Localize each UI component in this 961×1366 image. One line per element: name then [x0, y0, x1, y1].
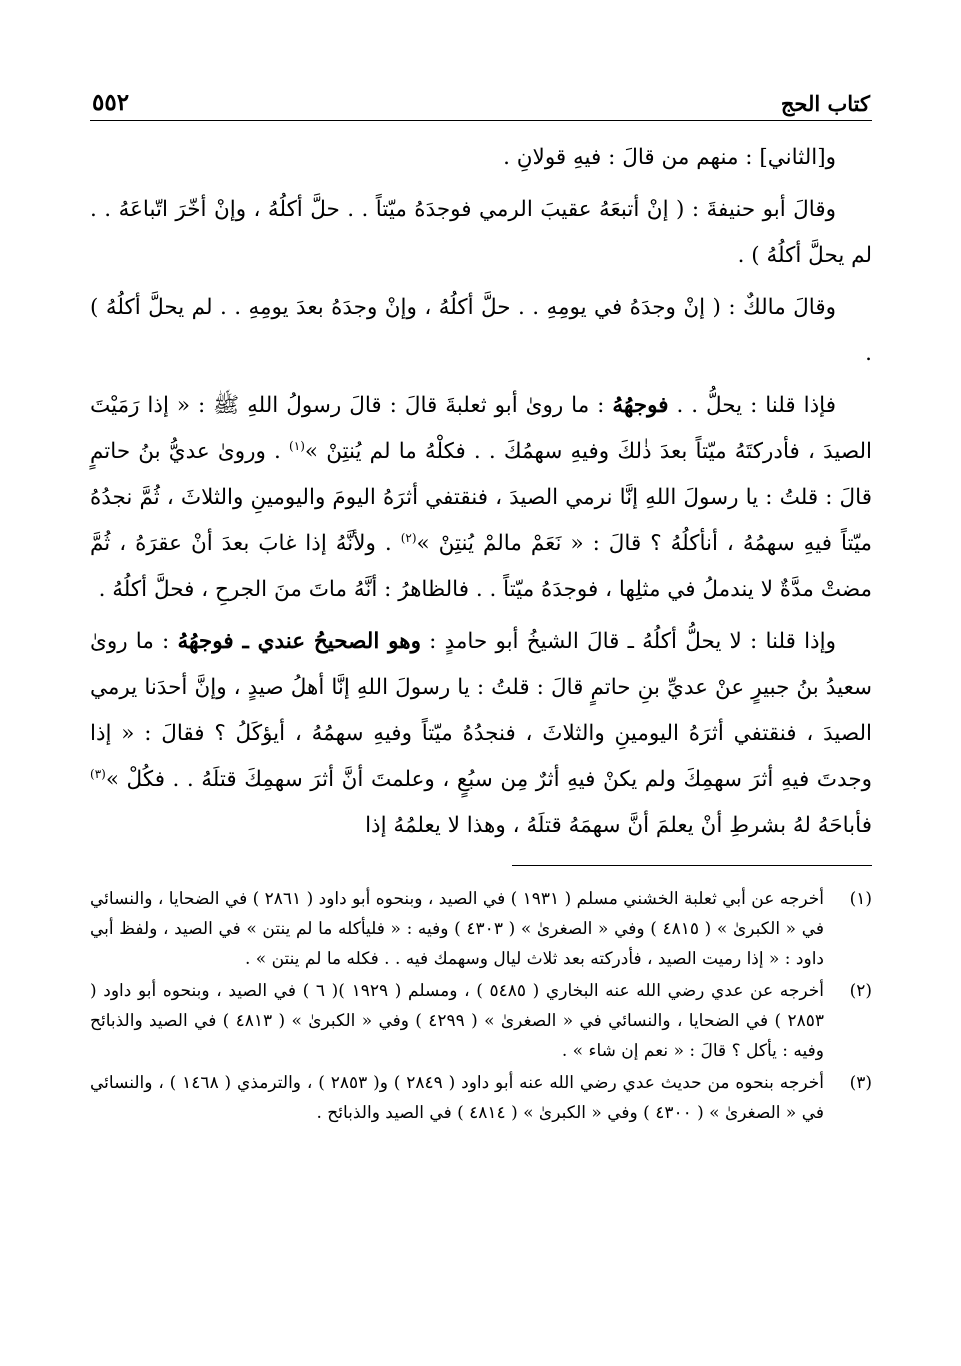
- paragraph-text: : ما روىٰ سعيدُ بنُ جبيرٍ عنْ عديِّ بنِ حاتمٍ قالَ : قلتُ : يا رسولَ اللهِ إنَّا أهلُ صيدٍ ، وإنَّ أحدَنا يرمي الصيدَ ، فنقتفي أثرَهُ اليومينِ والثلاثَ ، فنجدُهُ ميّتاً وفيهِ سهمُهُ ، أيؤكَلُ ؟ فقالَ : « إذا وجدتَ فيهِ أثرَ سهمِكَ ولم يكنْ فيهِ أثرٌ مِن سبُعٍ ، وعلمتَ أنَّ أثرَ سهمِكَ قتلَهُ . . فكُلْ »: [90, 629, 872, 792]
- paragraph-text: وقالَ مالكٌ : ( إنْ وجدَهُ في يومِهِ . . حلَّ أكلُهُ ، وإنْ وجدَهُ بعدَ يومِهِ . . لم يحلَّ أكلُهُ ) .: [90, 295, 872, 366]
- footnote-1: [90, 884, 872, 974]
- footnote-number: (١): [849, 889, 872, 909]
- footnote-text: أخرجه عن عدي رضي الله عنه البخاري ( ٥٤٨٥ ) ، ومسلم ( ١٩٢٩ )( ٦ ) في الصيد ، وبنحوه أبو داود ( ٢٨٥٣ ) في الضحايا ، والنسائي في « الصغرىٰ » ( ٤٢٩٩ ) وفي « الكبرىٰ » ( ٤٨١٣ ) في الصيد والذبائح وفيه : يأكل ؟ قالَ : « نعم إن شاء » .: [90, 981, 824, 1061]
- paragraph-text: : ما روىٰ أبو ثعلبةَ قالَ : قالَ رسولُ اللهِ ﷺ : « إذا رَمَيْتَ الصيدَ ، فأدركتَهُ ميّتاً بعدَ ذٰلكَ وفيهِ سهمُكَ . . فكلْهُ ما لم يُنتِنْ »: [90, 393, 872, 464]
- running-title: كتاب الحج: [780, 91, 870, 116]
- footnote-3: [90, 1068, 872, 1128]
- paragraph-text: و[الثاني] : منهم من قالَ : فيهِ قولانِ .: [503, 145, 836, 170]
- book-page: [90, 74, 872, 1130]
- footnote-2: [90, 976, 872, 1066]
- paragraph-5: [90, 619, 872, 849]
- footnote-ref-1[interactable]: (١): [289, 438, 305, 453]
- main-text: [90, 135, 872, 849]
- paragraph-text: فأباحَهُ لهُ بشرطِ أنْ يعلمَ أنَّ سهمَهُ قتلَهُ ، وهذا لا يعلمُهُ إذا: [365, 813, 872, 838]
- paragraph-text: . ولأنَّهُ إذا غابَ بعدَ أنْ عقرَهُ ، ثُمَّ مضتْ مدَّةٌ لا يندملُ في مثلِها ، فوجدَهُ ميّتاً . . فالظاهرُ : أنَّهُ ماتَ منَ الجرحِ ، فحلَّ أكلُهُ .: [90, 531, 872, 602]
- running-head: [90, 74, 872, 121]
- footnote-number: (٣): [849, 1073, 872, 1093]
- page-number: ٥٥٢: [92, 89, 130, 116]
- footnote-text: أخرجه عن أبي ثعلبة الخشني مسلم ( ١٩٣١ ) في الصيد ، وبنحوه أبو داود ( ٢٨٦١ ) في الضحايا ، والنسائي في « الكبرىٰ » ( ٤٨١٥ ) وفي « الصغرىٰ » ( ٤٣٠٣ ) وفيه : « فليأكله ما لم ينتن » في الصيد ، ولفظ أبي داود : « إذا رميت الصيد ، فأدركته بعد ثلاث ليال وسهمك فيه . . فكله ما لم ينتن » .: [90, 889, 825, 969]
- footnote-ref-3[interactable]: (٣): [90, 766, 106, 781]
- footnote-text: أخرجه بنحوه من حديث عدي رضي الله عنه أبو داود ( ٢٨٤٩ ) و( ٢٨٥٣ ) ، والترمذي ( ١٤٦٨ ) ، والنسائي في « الصغرىٰ » ( ٤٣٠٠ ) وفي « الكبرىٰ » ( ٤٨١٤ ) في الصيد والذبائح .: [90, 1073, 825, 1123]
- bold-term: وهو الصحيحُ عندي ـ فوجهُهُ: [177, 629, 421, 654]
- paragraph-3: [90, 285, 872, 377]
- footnote-number: (٢): [849, 981, 872, 1001]
- paragraph-1: [90, 135, 872, 181]
- paragraph-text: فإذا قلنا : يحلُّ . .: [668, 393, 837, 418]
- paragraph-4: [90, 383, 872, 613]
- paragraph-2: [90, 187, 872, 279]
- paragraph-text: وقالَ أبو حنيفةَ : ( إنْ أتبعَهُ عقيبَ الرمي فوجدَهُ ميّتاً . . حلَّ أكلُهُ ، وإنْ أخّرَ اتّباعَهُ . . لم يحلَّ أكلُهُ ) .: [90, 197, 872, 268]
- bold-term: فوجهُهُ: [612, 393, 669, 418]
- paragraph-text: . وروىٰ عديُّ بنُ حاتمٍ قالَ : قلتُ : يا رسولَ اللهِ إنَّا نرمي الصيدَ ، فنقتفي أثرَهُ اليومَ واليومينِ والثلاثَ ، ثُمَّ نجدُهُ ميّتاً فيهِ سهمُهُ ، أنأكلُهُ ؟ قالَ : « نَعَمْ مالمْ يُنتِنْ »: [90, 439, 872, 556]
- paragraph-text: وإذا قلنا : لا يحلُّ أكلُهُ ـ قالَ الشيخُ أبو حامدٍ :: [420, 629, 836, 654]
- footnote-ref-2[interactable]: (٢): [400, 530, 417, 545]
- footnotes: [90, 884, 872, 1128]
- footnote-divider: [512, 865, 872, 866]
